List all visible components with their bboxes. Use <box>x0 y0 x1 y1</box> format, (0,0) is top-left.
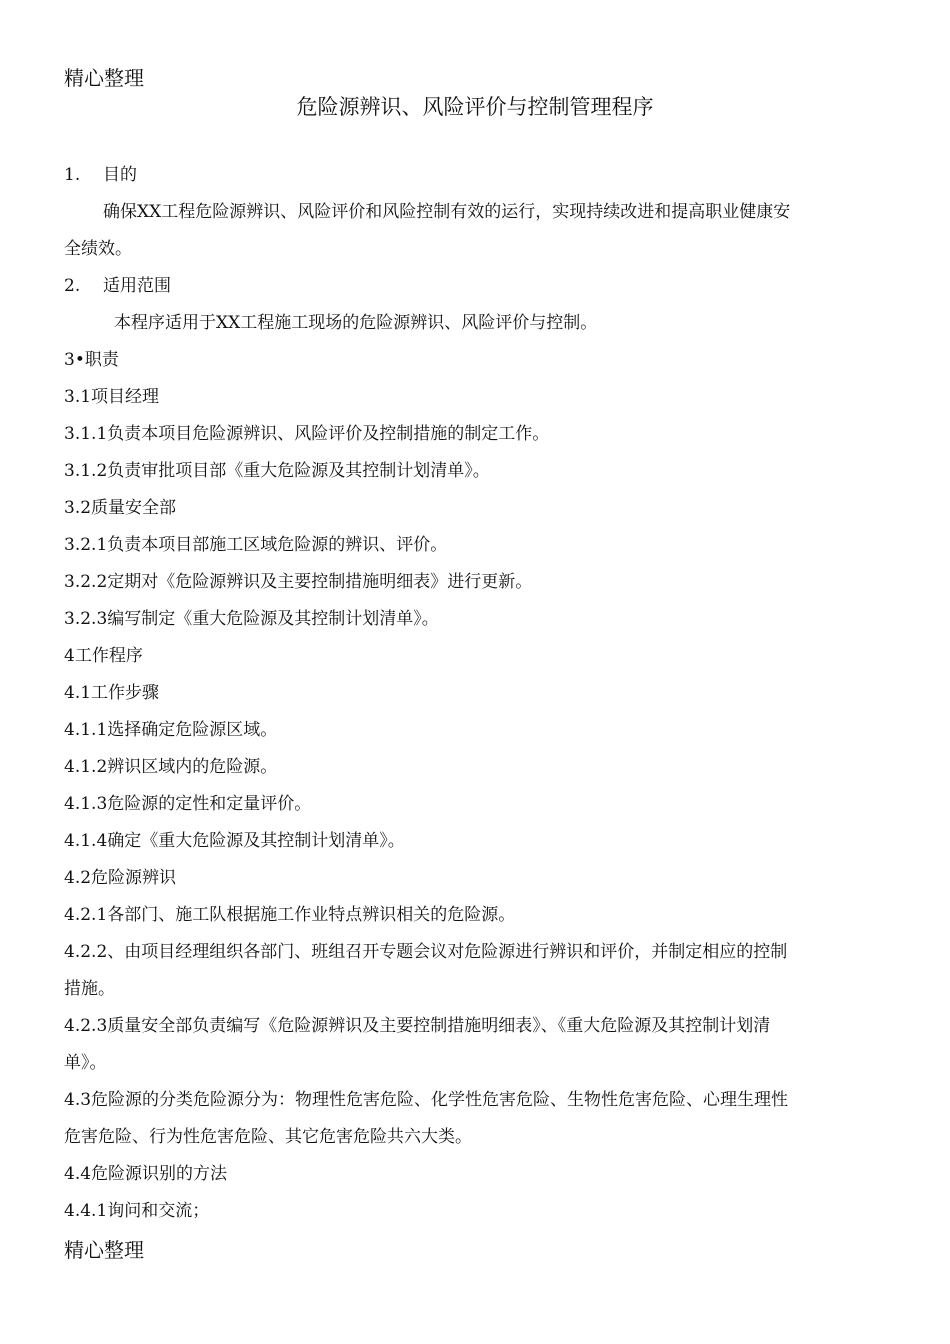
paragraph-continuation: 危害危险、行为性危害危险、其它危害危险共六大类。 <box>64 1127 472 1147</box>
list-item: 4.2.1各部门、施工队根据施工作业特点辨识相关的危险源。 <box>64 905 516 925</box>
list-item: 3.2.2定期对《危险源辨识及主要控制措施明细表》进行更新。 <box>64 572 533 592</box>
section-2-heading <box>64 271 882 308</box>
subsection-heading: 4.4危险源识别的方法 <box>64 1164 228 1184</box>
list-item: 4.1.1选择确定危险源区域。 <box>64 720 278 740</box>
section-number: 1. <box>64 165 81 185</box>
subsection-paragraph: 4.3危险源的分类危险源分为：物理性危害危险、化学性危害危险、生物性危害危险、心理生理性 <box>64 1090 789 1110</box>
list-item-continuation: 措施。 <box>64 979 115 999</box>
page-header: 精心整理 <box>64 66 144 90</box>
list-item: 4.1.2辨识区域内的危险源。 <box>64 757 278 777</box>
list-item: 3.2.1负责本项目部施工区域危险源的辨识、评价。 <box>64 535 448 555</box>
paragraph: 本程序适用于XX工程施工现场的危险源辨识、风险评价与控制。 <box>114 313 598 333</box>
list-item: 4.2.3质量安全部负责编写《危险源辨识及主要控制措施明细表》、《重大危险源及其控制计划清 <box>64 1016 771 1036</box>
list-item: 3.1.2负责审批项目部《重大危险源及其控制计划清单》。 <box>64 461 490 481</box>
list-item: 4.2.2、由项目经理组织各部门、班组召开专题会议对危险源进行辨识和评价，并制定相应的控制 <box>64 942 788 962</box>
section-title: 适用范围 <box>103 276 171 296</box>
section-4-heading: 4工作程序 <box>64 646 143 666</box>
subsection-heading: 4.2危险源辨识 <box>64 868 177 888</box>
list-item: 3.2.3编写制定《重大危险源及其控制计划清单》。 <box>64 609 439 629</box>
subsection-heading: 3.1项目经理 <box>64 387 160 407</box>
document-body <box>64 160 882 1233</box>
section-3-heading: 3•职责 <box>64 350 119 370</box>
paragraph-continuation: 全绩效。 <box>64 239 132 259</box>
list-item: 4.1.4确定《重大危险源及其控制计划清单》。 <box>64 831 405 851</box>
subsection-heading: 4.1工作步骤 <box>64 683 160 703</box>
page-footer: 精心整理 <box>64 1238 144 1262</box>
section-title: 目的 <box>103 165 137 185</box>
list-item: 4.1.3危险源的定性和定量评价。 <box>64 794 312 814</box>
list-item-continuation: 单》。 <box>64 1053 107 1073</box>
section-number: 2. <box>64 276 81 296</box>
subsection-heading: 3.2质量安全部 <box>64 498 177 518</box>
list-item: 4.4.1询问和交流； <box>64 1201 210 1221</box>
section-1-heading <box>64 160 882 197</box>
document-title: 危险源辨识、风险评价与控制管理程序 <box>296 95 654 119</box>
paragraph: 确保XX工程危险源辨识、风险评价和风险控制有效的运行，实现持续改进和提高职业健康安 <box>103 202 791 222</box>
list-item: 3.1.1负责本项目危险源辨识、风险评价及控制措施的制定工作。 <box>64 424 550 444</box>
